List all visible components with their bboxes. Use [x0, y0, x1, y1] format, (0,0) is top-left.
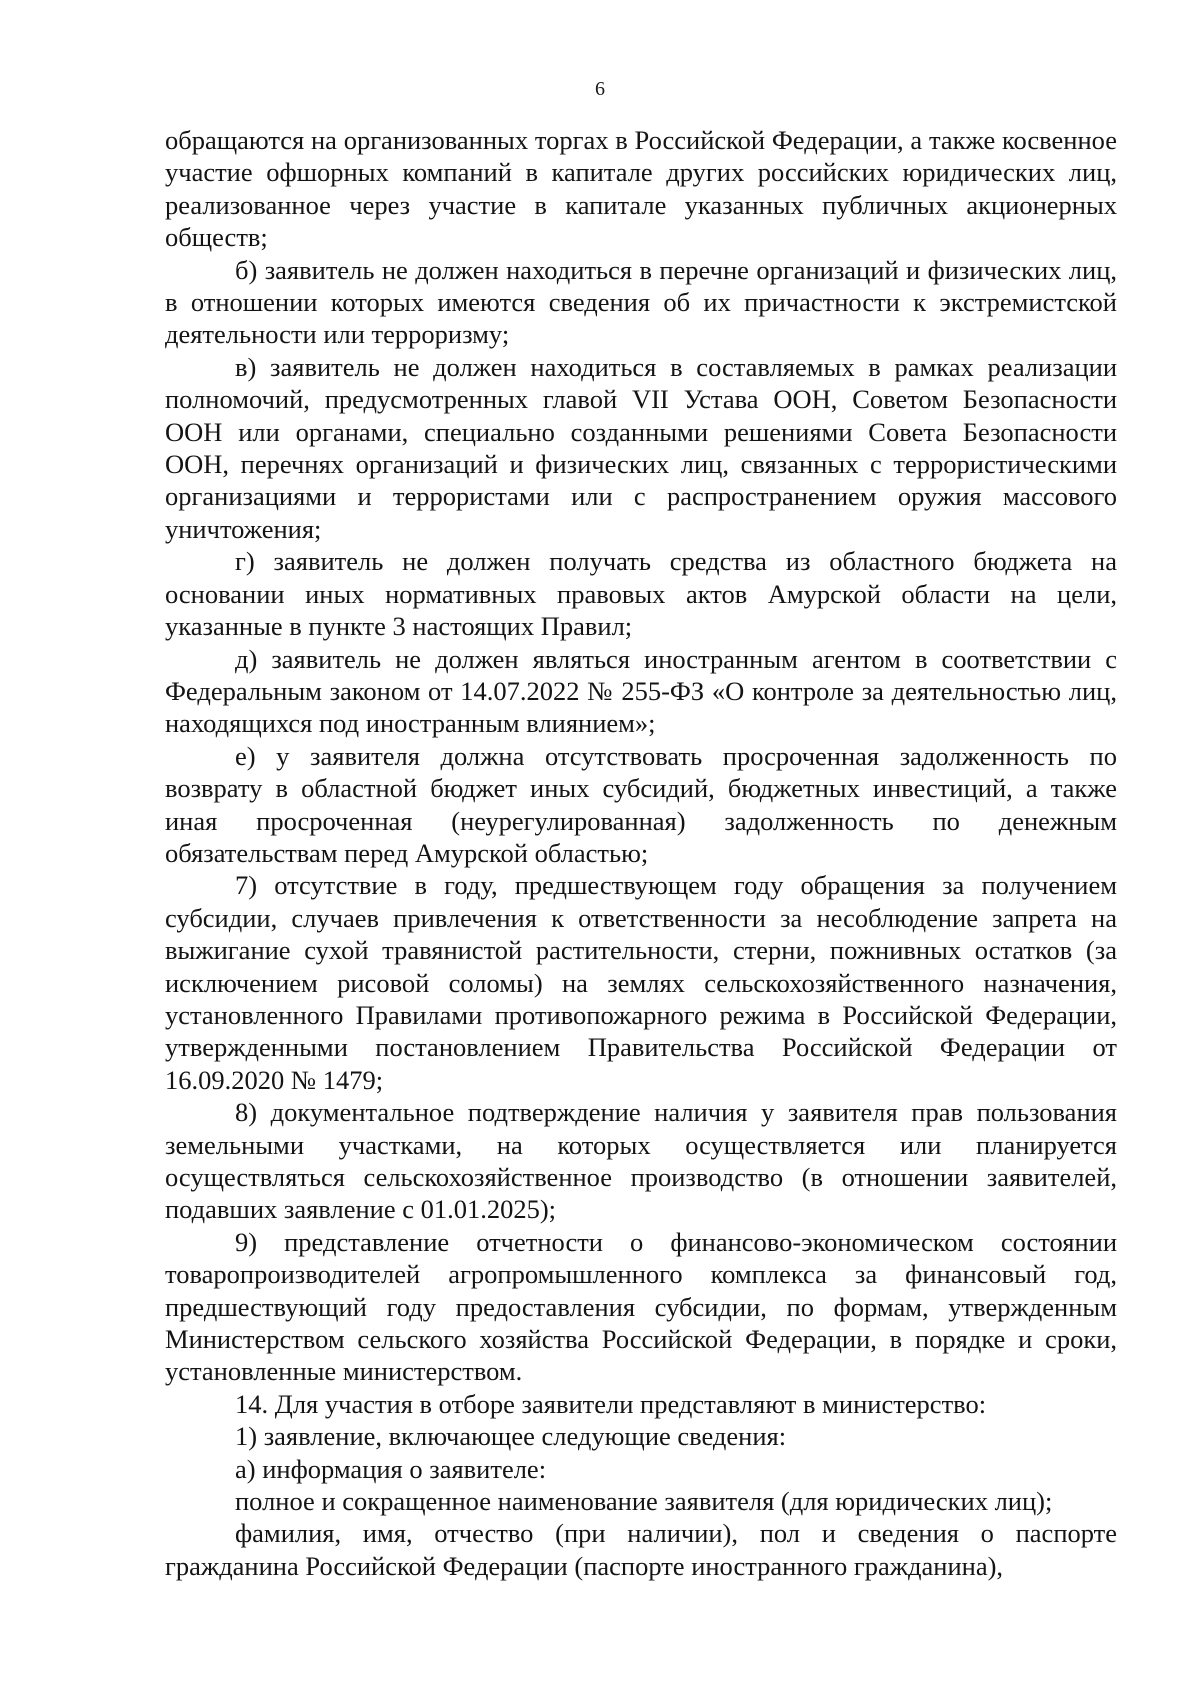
document-body	[165, 124, 1117, 1582]
paragraph-personal-data: фамилия, имя, отчество (при наличии), пол и сведения о паспорте гражданина Российской Федерации (паспорте иностранного гражданина),	[165, 1518, 1117, 1581]
paragraph-item-b: б) заявитель не должен находиться в перечне организаций и физических лиц, в отношении которых имеются сведения об их причастности к экстремистской деятельности или терроризму;	[165, 254, 1117, 350]
paragraph-section-14: 14. Для участия в отборе заявители представляют в министерство:	[235, 1388, 987, 1419]
paragraph-item-v: в) заявитель не должен находиться в составляемых в рамках реализации полномочий, предусмотренных главой VII Устава ООН, Советом Безопасности ООН или органами, специально созданными решениями Совета Безопасности ООН, перечнях организаций и физических лиц, связанных с террористическими организациями и террористами или с распространением оружия массового уничтожения;	[165, 351, 1117, 544]
paragraph-full-name: полное и сокращенное наименование заявителя (для юридических лиц);	[235, 1486, 1053, 1517]
paragraph-item-8: 8) документальное подтверждение наличия у заявителя прав пользования земельными участками, на которых осуществляется или планируется осуществляться сельскохозяйственное производство (в отношении заявителей, подавших заявление с 01.01.2025);	[165, 1097, 1117, 1225]
paragraph-item-g: г) заявитель не должен получать средства из областного бюджета на основании иных нормативных правовых актов Амурской области на цели, указанные в пункте 3 настоящих Правил;	[165, 546, 1117, 642]
paragraph-item-9: 9) представление отчетности о финансово-экономическом состоянии товаропроизводителей агропромышленного комплекса за финансовый год, предшествующий году предоставления субсидии, по формам, утвержденным Министерством сельского хозяйства Российской Федерации, в порядке и сроки, установленные министерством.	[165, 1226, 1117, 1387]
paragraph-subitem-1: 1) заявление, включающее следующие сведения:	[235, 1421, 787, 1452]
page-number: 6	[595, 78, 605, 100]
paragraph-item-e: е) у заявителя должна отсутствовать просроченная задолженность по возврату в областной бюджет иных субсидий, бюджетных инвестиций, а также иная просроченная (неурегулированная) задолженность по денежным обязательствам перед Амурской областью;	[165, 740, 1117, 868]
paragraph-item-d: д) заявитель не должен являться иностранным агентом в соответствии с Федеральным законом от 14.07.2022 № 255-ФЗ «О контроле за деятельностью лиц, находящихся под иностранным влиянием»;	[165, 643, 1117, 739]
paragraph-item-7: 7) отсутствие в году, предшествующем году обращения за получением субсидии, случаев привлечения к ответственности за несоблюдение запрета на выжигание сухой травянистой растительности, стерни, пожнивных остатков (за исключением рисовой соломы) на землях сельскохозяйственного назначения, установленного Правилами противопожарного режима в Российской Федерации, утвержденными постановлением Правительства Российской Федерации от 16.09.2020 № 1479;	[165, 870, 1117, 1095]
paragraph-subitem-a: а) информация о заявителе:	[235, 1453, 547, 1484]
paragraph-continuation: обращаются на организованных торгах в Российской Федерации, а также косвенное участие офшорных компаний в капитале других российских юридических лиц, реализованное через участие в капитале указанных публичных акционерных обществ;	[165, 125, 1117, 253]
